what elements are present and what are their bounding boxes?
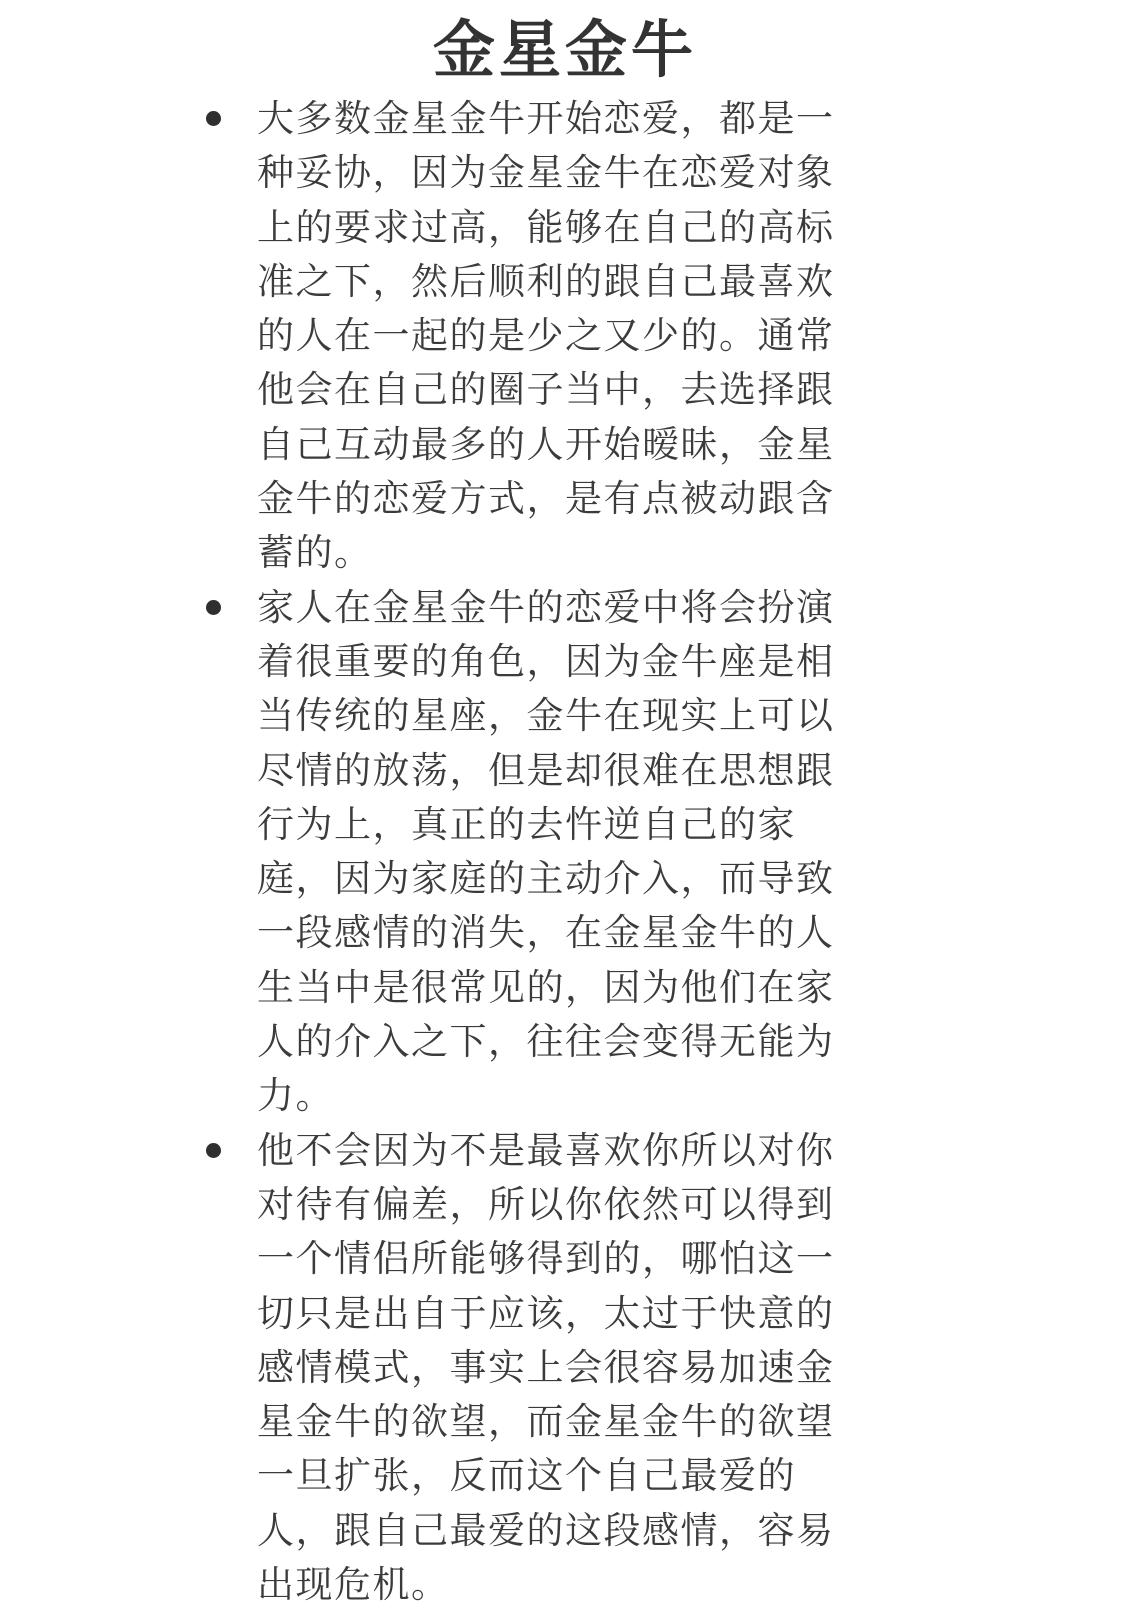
list-item-text: 大多数金星金牛开始恋爱，都是一种妥协，因为金星金牛在恋爱对象上的要求过高，能够在自己的高标准之下，然后顺利的跟自己最喜欢的人在一起的是少之又少的。通常他会在自己的圈子当中，去选择跟自己互动最多的人开始暧昧，金星金牛的恋爱方式，是有点被动跟含蓄的。 bbox=[257, 97, 835, 575]
list-item-text: 家人在金星金牛的恋爱中将会扮演着很重要的角色，因为金牛座是相当传统的星座，金牛在现实上可以尽情的放荡，但是却很难在思想跟行为上，真正的去忤逆自己的家庭，因为家庭的主动介入，而导致一段感情的消失，在金星金牛的人生当中是很常见的，因为他们在家人的介入之下，往往会变得无能为力。 bbox=[257, 585, 835, 1118]
bullet-list bbox=[0, 92, 1080, 1612]
list-item-text: 他不会因为不是最喜欢你所以对你对待有偏差，所以你依然可以得到一个情侣所能够得到的，哪怕这一切只是出自于应该，太过于快意的感情模式，事实上会很容易加速金星金牛的欲望，而金星金牛的欲望一旦扩张，反而这个自己最爱的人，跟自己最爱的这段感情，容易出现危机。 bbox=[257, 1128, 835, 1607]
bullet-dot-icon bbox=[206, 1143, 221, 1158]
bullet-dot-icon bbox=[206, 600, 221, 615]
list-item bbox=[0, 1124, 1080, 1612]
bullet-dot-icon bbox=[206, 111, 221, 126]
list-item bbox=[0, 92, 1080, 581]
page-title: 金星金牛 bbox=[432, 13, 697, 86]
list-item bbox=[0, 581, 1080, 1124]
